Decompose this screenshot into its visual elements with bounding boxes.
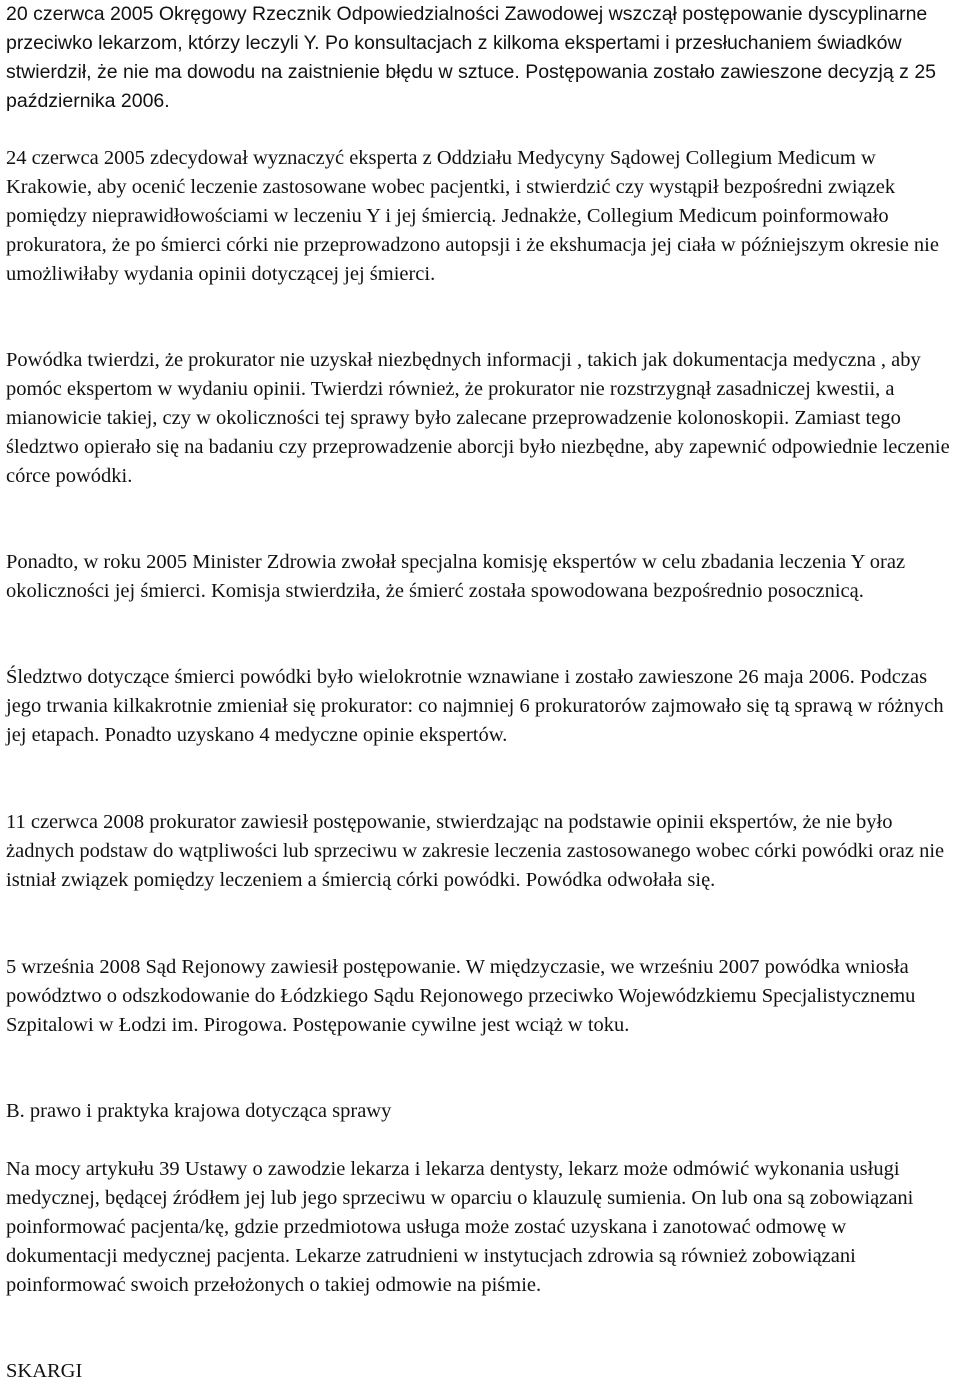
paragraph-plaintiff-claims: Powódka twierdzi, że prokurator nie uzyskał niezbędnych informacji , takich jak dokumentacja medyczna , aby pomóc ekspertom w wydaniu opinii. Twierdzi również, że prokurator nie rozstrzygnął zasadniczej kwestii, a mianowicie takiej, czy w okoliczności tej sprawy było zalecane przeprowadzenie kolonoskopii. Zamiast tego śledztwo opierało się na badaniu czy przeprowadzenie aborcji było niezbędne, aby zapewnić odpowiednie leczenie córce powódki. xyxy=(6,349,950,487)
paragraph-expert-appointment: 24 czerwca 2005 zdecydował wyznaczyć eksperta z Oddziału Medycyny Sądowej Collegium Medicum w Krakowie, aby ocenić leczenie zastosowane wobec pacjentki, i stwierdzić czy wystąpił bezpośredni związek pomiędzy nieprawidłowościami w leczeniu Y i jej śmiercią. Jednakże, Collegium Medicum poinformowało prokuratora, że po śmierci córki nie przeprowadzono autopsji i że ekshumacja jej ciała w późniejszym okresie nie umożliwiłaby wydania opinii dotyczącej jej śmierci. xyxy=(6,147,939,285)
paragraph-conscience-clause: Na mocy artykułu 39 Ustawy o zawodzie lekarza i lekarza dentysty, lekarz może odmówić wykonania usługi medycznej, będącej źródłem jej lub jego sprzeciwu w oparciu o klauzulę sumienia. On lub ona są zobowiązani poinformować pacjenta/kę, gdzie przedmiotowa usługa może zostać uzyskana i zanotować odmowę w dokumentacji medycznej pacjenta. Lekarze zatrudnieni w instytucjach zdrowia są również zobowiązani poinformować swoich przełożonych o takiej odmowie na piśmie. xyxy=(6,1158,914,1296)
paragraph-disciplinary-proceedings: 20 czerwca 2005 Okręgowy Rzecznik Odpowiedzialności Zawodowej wszczął postępowanie dyscyplinarne przeciwko lekarzom, którzy leczyli Y. Po konsultacjach z kilkoma ekspertami i przesłuchaniem świadków stwierdził, że nie ma dowodu na zaistnienie błędu w sztuce. Postępowania zostało zawieszone decyzją z 25 października 2006. xyxy=(6,3,937,112)
paragraph-ministry-commission: Ponadto, w roku 2005 Minister Zdrowia zwołał specjalna komisję ekspertów w celu zbadania leczenia Y oraz okoliczności jej śmierci. Komisja stwierdziła, że śmierć została spowodowana bezpośrednio posocznicą. xyxy=(6,551,906,602)
paragraph-investigation-history: Śledztwo dotyczące śmierci powódki było wielokrotnie wznawiane i zostało zawieszone 26 maja 2006. Podczas jego trwania kilkakrotnie zmieniał się prokurator: co najmniej 6 prokuratorów zajmowało się tą sprawą w różnych jej etapach. Ponadto uzyskano 4 medyczne opinie ekspertów. xyxy=(6,666,944,746)
paragraph-proceedings-suspended: 11 czerwca 2008 prokurator zawiesił postępowanie, stwierdzając na podstawie opinii ekspertów, że nie było żadnych podstaw do wątpliwości lub sprzeciwu w zakresie leczenia zastosowanego wobec córki powódki oraz nie istniał związek pomiędzy leczeniem a śmiercią córki powódki. Powódka odwołała się. xyxy=(6,811,945,891)
paragraph-civil-proceedings: 5 września 2008 Sąd Rejonowy zawiesił postępowanie. W międzyczasie, we wrześniu 2007 powódka wniosła powództwo o odszkodowanie do Łódzkiego Sądu Rejonowego przeciwko Wojewódzkiemu Specjalistycznemu Szpitalowi w Łodzi im. Pirogowa. Postępowanie cywilne jest wciąż w toku. xyxy=(6,956,916,1036)
complaints-heading: SKARGI xyxy=(6,1360,83,1382)
section-heading: B. prawo i praktyka krajowa dotycząca sprawy xyxy=(6,1100,392,1122)
